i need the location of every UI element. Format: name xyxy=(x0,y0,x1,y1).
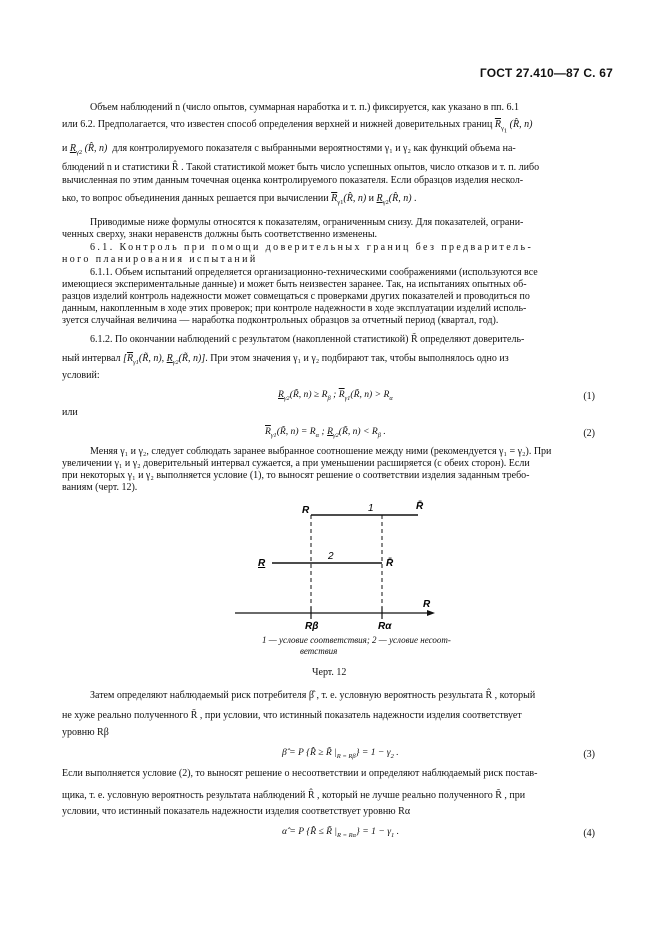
fig-line-1-label: 1 xyxy=(368,503,374,514)
equation-2-number: (2) xyxy=(583,428,595,439)
equation-1-number: (1) xyxy=(583,391,595,402)
para-volume-line3: и $R_{\gamma 2}$ (R̂, n) для контролируемого показателя с выбранными вероятностями γ₁ и γ₂ как функций объема на- xyxy=(62,143,516,156)
equation-3-number: (3) xyxy=(583,749,595,760)
para-6-1-1-line3: разцов изделий контроль надежности может совмещаться с проверками других показателей и проводиться по xyxy=(62,291,530,302)
para-6-1-2-line1: 6.1.2. По окончании наблюдений с результатом (накопленной статистикой) R̃ определяют доверитель- xyxy=(90,334,525,345)
para-then-line1: Затем определяют наблюдаемый риск потребителя β̂ , т. е. условную вероятность результата R̂ , который xyxy=(90,690,536,701)
para-formulas-line2: ченных сверху, знаки неравенств должны быть соответственно изменены. xyxy=(62,229,378,240)
para-6-1-1-line2: имеющиеся экспериментальные данные) и может быть неизвестен заранее. Так, на испытаниях опытных об- xyxy=(62,279,527,290)
para-change-line3: при некоторых γ₁ и γ₂ выполняется условие (1), то выносят решение о соответствии изделия заданным требо- xyxy=(62,470,530,481)
figure-caption-line2: ветствия xyxy=(300,646,338,656)
fig-r-upper-label-1: R̄ xyxy=(416,501,424,512)
para-then-line3: уровню Rβ xyxy=(62,727,109,738)
fig-r-upper-label-2: R̄ xyxy=(386,558,394,569)
fig-line-2-label: 2 xyxy=(328,551,334,562)
fig-r-lower-label-2: R xyxy=(258,558,266,569)
or-label: или xyxy=(62,407,78,418)
para-if2-line2: щика, т. е. условную вероятность результата наблюдений R̂ , который не лучше реально полученного R̃ , при xyxy=(62,790,526,801)
para-volume-line1: Объем наблюдений n (число опытов, суммарная наработка и т. п.) фиксируется, как указано в пп. 6.1 xyxy=(90,102,520,113)
para-6-1-1-line4: данным, накопленным в ходе этих проверок; при контроле надежности в ходе эксплуатации изделий исполь- xyxy=(62,303,527,314)
figure-title: Черт. 12 xyxy=(312,667,347,678)
fig-axis-label: R xyxy=(423,599,431,610)
equation-2: $\overline{R}_{\gamma 1}(R̃$, $n) = R_\alpha$ ; $R_{\gamma 2}(R̃$, $n) < R_\beta$ . xyxy=(265,426,386,439)
para-6-1-1-line5: зуется случайная величина — наработка подконтрольных образцов за отчетный период (квартал, год). xyxy=(62,315,499,326)
para-then-line2: не хуже реально полученного R̃ , при условии, что истинный показатель надежности изделия соответствует xyxy=(62,710,522,721)
fig-r-beta-label: Rβ xyxy=(305,621,319,632)
fig-r-alpha-label: Rα xyxy=(378,621,392,632)
para-if2-line1: Если выполняется условие (2), то выносят решение о несоответствии и определяют наблюдаемый риск постав- xyxy=(62,768,538,779)
figure-12-diagram xyxy=(220,495,450,640)
equation-4-number: (4) xyxy=(583,828,595,839)
equation-4: α̂ = P {R̂ ≤ R̃ $|_{R = R\alpha}\} = 1 - \gamma_1$ . xyxy=(282,826,400,839)
para-6-1-1-line1: 6.1.1. Объем испытаний определяется организационно-техническими соображениями (используются все xyxy=(90,267,538,278)
figure-caption-line1: 1 — условие соответствия; 2 — условие несоот- xyxy=(262,635,451,645)
para-volume-line2: или 6.2. Предполагается, что известен способ определения верхней и нижней доверительных границ $\overline{R}_{\gamma_1}$ (R̂, n) xyxy=(62,119,533,135)
para-if2-line3: условии, что истинный показатель надежности изделия соответствует уровню Rα xyxy=(62,806,411,817)
equation-1: $R_{\gamma 2}(R̃$, $n) \ge R_\beta$ ; $\overline{R}_{\gamma 1}(R̃$, $n) > R_\alpha$ xyxy=(278,389,393,402)
para-volume-line6: ько, то вопрос объединения данных решается при вычислении $\overline{R}_{\gamma 1}(R̂$, n) и $R_{\gamma 2}(R̂$, n) . xyxy=(62,193,417,206)
para-volume-line5: вычисленная по этим данным точечная оценка контролируемого показателя. Если образцов изделия нескол- xyxy=(62,175,524,186)
para-change-line4: ваниям (черт. 12). xyxy=(62,482,138,493)
para-volume-line4: блюдений n и статистики R̂ . Такой статистикой может быть число успешных опытов, число отказов и т. п. либо xyxy=(62,162,540,173)
page-header: ГОСТ 27.410—87 С. 67 xyxy=(479,66,613,80)
para-formulas-line1: Приводимые ниже формулы относятся к показателям, ограниченным снизу. Для показателей, ограни- xyxy=(90,217,524,228)
para-6-1-2-line2: ный интервал [$\overline{R}_{\gamma 1}(R̃$, n), $R_{\gamma 2}(R̃$, n)]. При этом значения γ₁ и γ₂ подбирают так, чтобы выполнялось одно из xyxy=(62,353,509,366)
section-6-1-title-line1: 6.1. Контроль при помощи доверительных границ без предваритель- xyxy=(90,242,534,253)
para-change-line1: Меняя γ₁ и γ₂, следует соблюдать заранее выбранное соотношение между ними (рекомендуется γ₁ = γ₂). При xyxy=(90,446,552,457)
para-change-line2: увеличении γ₁ и γ₂ доверительный интервал сужается, а при уменьшении расширяется (с обеих сторон). Если xyxy=(62,458,530,469)
para-6-1-2-line3: условий: xyxy=(62,370,100,381)
section-6-1-title-line2: ного планирования испытаний xyxy=(62,254,258,265)
equation-3: β̂ = P {R̂ ≥ R̃ $|_{R = R\beta}\} = 1 - \gamma_2$ . xyxy=(282,747,399,760)
fig-r-lower-label-1: R xyxy=(302,505,310,516)
